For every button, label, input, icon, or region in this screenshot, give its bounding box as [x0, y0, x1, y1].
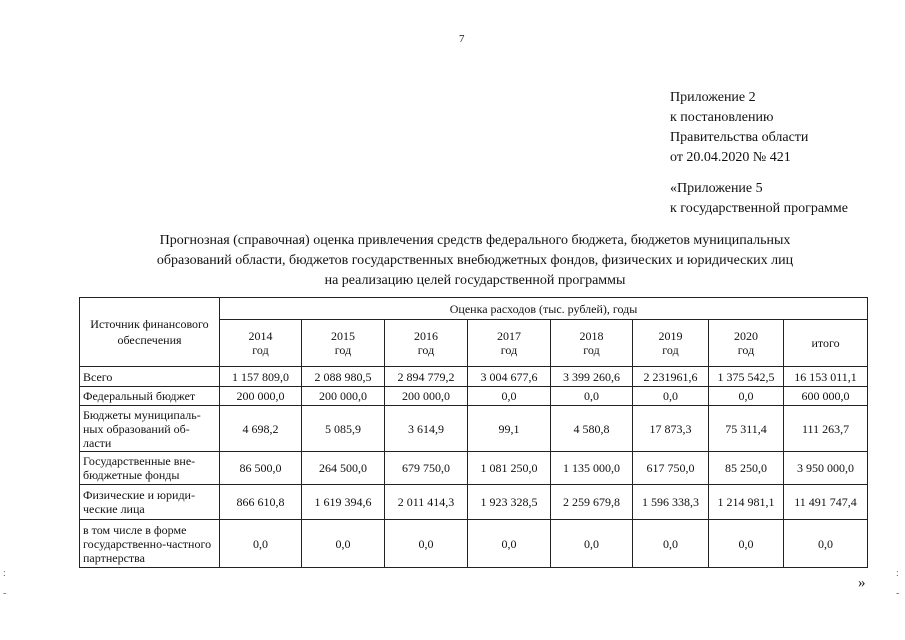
value-cell: 2 011 414,3	[385, 485, 468, 520]
page-number: 7	[459, 33, 465, 45]
appendix-line: от 20.04.2020 № 421	[670, 150, 791, 165]
total-cell: 111 263,7	[784, 406, 868, 452]
table-row	[80, 406, 868, 452]
table-row	[80, 520, 868, 568]
value-cell: 0,0	[551, 520, 633, 568]
value-cell: 75 311,4	[709, 406, 784, 452]
value-cell: 3 004 677,6	[468, 367, 551, 387]
funding-table	[79, 297, 868, 568]
source-cell: Физические и юриди-ческие лица	[80, 485, 220, 520]
value-cell: 617 750,0	[633, 452, 709, 485]
value-cell: 0,0	[633, 387, 709, 406]
scan-edge-mark: -	[3, 588, 7, 599]
value-cell: 1 157 809,0	[220, 367, 302, 387]
year-header: 2018 год	[551, 320, 633, 367]
table-row	[80, 367, 868, 387]
value-cell: 0,0	[551, 387, 633, 406]
value-cell: 0,0	[633, 520, 709, 568]
source-column-header: Источник финансового обеспечения	[80, 298, 220, 367]
value-cell: 0,0	[468, 520, 551, 568]
table-row	[80, 485, 868, 520]
value-cell: 2 088 980,5	[302, 367, 385, 387]
value-cell: 1 923 328,5	[468, 485, 551, 520]
value-cell: 2 231961,6	[633, 367, 709, 387]
total-cell: 3 950 000,0	[784, 452, 868, 485]
title-line: на реализацию целей государственной программы	[324, 273, 626, 288]
value-cell: 5 085,9	[302, 406, 385, 452]
value-cell: 264 500,0	[302, 452, 385, 485]
value-cell: 1 596 338,3	[633, 485, 709, 520]
year-header: 2019 год	[633, 320, 709, 367]
value-cell: 1 135 000,0	[551, 452, 633, 485]
appendix-line: Правительства области	[670, 130, 809, 145]
appendix-line: к постановлению	[670, 110, 774, 125]
appendix-line: Приложение 2	[670, 90, 756, 105]
program-appendix-line: к государственной программе	[670, 201, 848, 216]
value-cell: 1 081 250,0	[468, 452, 551, 485]
value-cell: 1 375 542,5	[709, 367, 784, 387]
year-header: 2016 год	[385, 320, 468, 367]
source-cell: в том числе в форме государственно-частного партнерства	[80, 520, 220, 568]
year-header: 2014 год	[220, 320, 302, 367]
year-header: 2020 год	[709, 320, 784, 367]
scan-edge-mark: :	[896, 568, 899, 579]
scan-edge-mark: :	[3, 568, 6, 579]
value-cell: 85 250,0	[709, 452, 784, 485]
program-appendix-line: «Приложение 5	[670, 181, 763, 196]
title-line: образований области, бюджетов государственных внебюджетных фондов, физических и юридических лиц	[156, 253, 794, 268]
expense-group-header: Оценка расходов (тыс. рублей), годы	[220, 298, 868, 320]
total-header: итого	[784, 320, 868, 367]
value-cell: 99,1	[468, 406, 551, 452]
value-cell: 2 259 679,8	[551, 485, 633, 520]
source-cell: Федеральный бюджет	[80, 387, 220, 406]
value-cell: 200 000,0	[385, 387, 468, 406]
total-cell: 0,0	[784, 520, 868, 568]
source-cell: Государственные вне-бюджетные фонды	[80, 452, 220, 485]
value-cell: 3 614,9	[385, 406, 468, 452]
value-cell: 1 619 394,6	[302, 485, 385, 520]
table-row	[80, 452, 868, 485]
value-cell: 2 894 779,2	[385, 367, 468, 387]
value-cell: 3 399 260,6	[551, 367, 633, 387]
value-cell: 4 698,2	[220, 406, 302, 452]
value-cell: 0,0	[302, 520, 385, 568]
value-cell: 679 750,0	[385, 452, 468, 485]
value-cell: 200 000,0	[220, 387, 302, 406]
scan-edge-mark: -	[896, 588, 900, 599]
source-cell: Всего	[80, 367, 220, 387]
source-cell: Бюджеты муниципаль-ных образований об-ласти	[80, 406, 220, 452]
total-cell: 600 000,0	[784, 387, 868, 406]
value-cell: 86 500,0	[220, 452, 302, 485]
value-cell: 1 214 981,1	[709, 485, 784, 520]
document-title	[80, 231, 870, 291]
total-cell: 16 153 011,1	[784, 367, 868, 387]
value-cell: 200 000,0	[302, 387, 385, 406]
value-cell: 0,0	[220, 520, 302, 568]
appendix-block	[670, 88, 848, 219]
value-cell: 0,0	[468, 387, 551, 406]
closing-quote: »	[858, 575, 866, 591]
value-cell: 17 873,3	[633, 406, 709, 452]
value-cell: 4 580,8	[551, 406, 633, 452]
title-line: Прогнозная (справочная) оценка привлечения средств федерального бюджета, бюджетов муниципальных	[159, 233, 791, 248]
value-cell: 866 610,8	[220, 485, 302, 520]
value-cell: 0,0	[709, 520, 784, 568]
year-header: 2017 год	[468, 320, 551, 367]
value-cell: 0,0	[385, 520, 468, 568]
table-row	[80, 387, 868, 406]
value-cell: 0,0	[709, 387, 784, 406]
total-cell: 11 491 747,4	[784, 485, 868, 520]
year-header: 2015 год	[302, 320, 385, 367]
